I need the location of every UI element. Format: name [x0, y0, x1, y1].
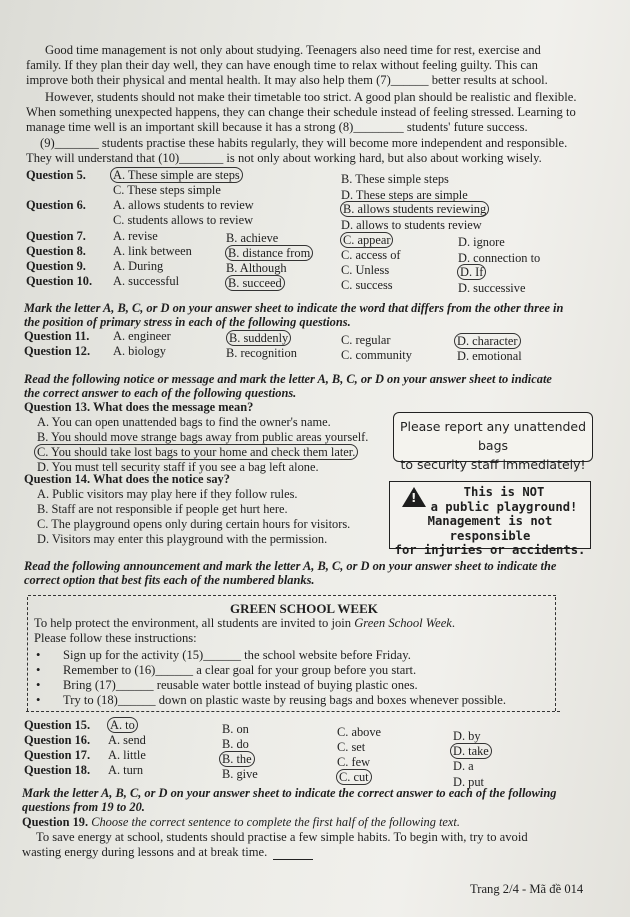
option-a[interactable]: A. During: [113, 259, 164, 273]
option-a[interactable]: A. These simple are steps: [110, 167, 243, 183]
instruction: Read the following notice or message and mark the letter A, B, C, or D on your answer sheet to indicate: [24, 372, 552, 386]
option-c[interactable]: C. access of: [341, 248, 401, 262]
option-d[interactable]: D. emotional: [457, 349, 522, 363]
question-label: Question 6.: [26, 198, 86, 212]
bullet: •: [36, 663, 41, 677]
announcement-follow: Please follow these instructions:: [34, 631, 197, 645]
option-b[interactable]: B. recognition: [226, 346, 297, 360]
option-c[interactable]: C. Unless: [341, 263, 390, 277]
option-d[interactable]: D. put: [453, 775, 484, 789]
option-b[interactable]: B. give: [222, 767, 258, 781]
question-stem: Question 13. What does the message mean?: [24, 400, 254, 414]
passage-line: (9)_______ students practise these habits regularly, they will become more independent and responsible.: [40, 136, 568, 150]
announcement-title: GREEN SCHOOL WEEK: [230, 601, 378, 616]
option-a[interactable]: A. engineer: [113, 329, 171, 343]
q19-text-line: wasting energy during lessons and at break time.: [22, 845, 268, 859]
option-b[interactable]: B. distance from: [225, 245, 313, 261]
instruction: Read the following announcement and mark the letter A, B, C, or D on your answer sheet to indicate the: [24, 559, 557, 573]
option-d[interactable]: D. by: [453, 729, 481, 743]
announcement-border-top: [28, 595, 556, 596]
option-b[interactable]: B. Although: [226, 261, 287, 275]
passage-line: Good time management is not only about studying. Teenagers also need time for rest, exercise and: [45, 43, 541, 57]
option-c[interactable]: C. success: [341, 278, 393, 292]
instruction: questions from 19 to 20.: [22, 800, 145, 814]
option-b[interactable]: B. Staff are not responsible if people get hurt here.: [37, 502, 288, 516]
question-label: Question 10.: [26, 274, 93, 288]
instruction: Mark the letter A, B, C, or D on your answer sheet to indicate the correct answer to each of the following: [22, 786, 557, 800]
announcement-item: Try to (18)______ down on plastic waste by reusing bags and boxes whenever possible.: [63, 693, 507, 707]
option-d[interactable]: D. character: [454, 333, 521, 349]
option-a[interactable]: A. turn: [108, 763, 144, 777]
announcement-item: Remember to (16)______ a clear goal for your group before you start.: [63, 663, 417, 677]
option-b[interactable]: B. succeed: [225, 275, 285, 291]
option-c[interactable]: C. regular: [341, 333, 391, 347]
option-d[interactable]: D. ignore: [458, 235, 505, 249]
option-d[interactable]: D. Visitors may enter this playground with the permission.: [37, 532, 328, 546]
option-a[interactable]: A. allows students to review: [113, 198, 254, 212]
option-b[interactable]: B. the: [219, 751, 255, 767]
option-a[interactable]: A. revise: [113, 229, 158, 243]
option-a[interactable]: A. little: [108, 748, 146, 762]
option-b[interactable]: B. These simple steps: [341, 172, 449, 186]
option-c[interactable]: C. above: [337, 725, 382, 739]
bullet: •: [36, 648, 41, 662]
announcement-border-bottom: [26, 711, 560, 712]
question-label: Question 16.: [24, 733, 91, 747]
option-d[interactable]: D. These steps are simple: [341, 188, 468, 202]
option-b[interactable]: B. suddenly: [226, 330, 291, 346]
option-d[interactable]: D. a: [453, 759, 474, 773]
question-label: Question 7.: [26, 229, 86, 243]
notice-line: Please report any unattended bags: [399, 419, 587, 453]
bullet: •: [36, 678, 41, 692]
option-d[interactable]: D. You must tell security staff if you see a bag left alone.: [37, 460, 319, 474]
option-b[interactable]: B. allows students reviewing: [340, 201, 489, 217]
question-stem: Question 14. What does the notice say?: [24, 472, 230, 486]
question-label: Question 12.: [24, 344, 91, 358]
option-d[interactable]: D. connection to: [458, 251, 541, 265]
option-c[interactable]: C. set: [337, 740, 366, 754]
warning-icon: !: [402, 487, 426, 507]
instruction: the position of primary stress in each of the following questions.: [24, 315, 351, 329]
q19-text-line: To save energy at school, students should practise a few simple habits. To begin with, try to avoid: [36, 830, 528, 844]
question-19: Question 19. Choose the correct sentence to complete the first half of the following text.: [22, 815, 460, 829]
option-d[interactable]: D. If: [457, 264, 486, 280]
announcement-item: Bring (17)______ reusable water bottle instead of buying plastic ones.: [63, 678, 418, 692]
passage-line: manage time well is an important skill because it has a strong (8)________ students' future success.: [26, 120, 528, 134]
notice-line: Management is not responsible: [427, 514, 553, 543]
option-c[interactable]: C. cut: [336, 769, 372, 785]
passage-line: improve both their physical and mental health. It may also help them (7)______ better results at school.: [26, 73, 548, 87]
option-d[interactable]: D. take: [450, 743, 492, 759]
option-c[interactable]: C. community: [341, 348, 412, 362]
page-footer: Trang 2/4 - Mã đề 014: [470, 882, 584, 896]
passage-line: However, students should not make their timetable too strict. A good plan should be realistic and flexible.: [45, 90, 577, 104]
option-d[interactable]: D. successive: [458, 281, 526, 295]
instruction: Mark the letter A, B, C, or D on your answer sheet to indicate the word that differs from the other three in: [24, 301, 564, 315]
question-label: Question 17.: [24, 748, 91, 762]
question-label: Question 8.: [26, 244, 86, 258]
answer-blank[interactable]: [273, 851, 313, 860]
option-c[interactable]: C. The playground opens only during certain hours for visitors.: [37, 517, 351, 531]
option-d[interactable]: D. allows to students review: [341, 218, 482, 232]
bullet: •: [36, 693, 41, 707]
option-a[interactable]: A. You can open unattended bags to find the owner's name.: [37, 415, 331, 429]
question-label: Question 15.: [24, 718, 91, 732]
option-a[interactable]: A. Public visitors may play here if they follow rules.: [37, 487, 298, 501]
option-b[interactable]: B. on: [222, 722, 249, 736]
announcement-border-left: [27, 597, 28, 711]
passage-line: family. If they plan their day well, they can have enough time to relax without feeling guilty. This can: [26, 58, 538, 72]
option-c[interactable]: C. You should take lost bags to your home and check them later.: [34, 444, 358, 460]
option-c[interactable]: C. few: [337, 755, 371, 769]
option-c[interactable]: C. appear: [340, 232, 393, 248]
option-a[interactable]: A. successful: [113, 274, 180, 288]
announcement-item: Sign up for the activity (15)______ the school website before Friday.: [63, 648, 411, 662]
option-a[interactable]: A. to: [107, 717, 138, 733]
notice-line: to security staff immediately!: [400, 457, 586, 472]
passage-line: They will understand that (10)_______ is not only about working hard, but also about working wisely.: [26, 151, 542, 165]
question-label: Question 18.: [24, 763, 91, 777]
unattended-bags-notice: [393, 412, 593, 472]
option-b[interactable]: B. do: [222, 737, 249, 751]
option-a[interactable]: A. biology: [113, 344, 167, 358]
announcement-intro: To help protect the environment, all students are invited to join Green School Week.: [34, 616, 456, 630]
announcement-border-right: [555, 597, 556, 711]
option-b[interactable]: B. You should move strange bags away from public areas yourself.: [37, 430, 369, 444]
option-c[interactable]: C. These steps simple: [113, 183, 221, 197]
notice-line: a public playground!: [430, 499, 578, 514]
option-c[interactable]: C. students allows to review: [113, 213, 254, 227]
option-a[interactable]: A. link between: [113, 244, 192, 258]
question-label: Question 5.: [26, 168, 86, 182]
option-a[interactable]: A. send: [108, 733, 146, 747]
notice-line: This is NOT: [463, 485, 545, 499]
notice-line: for injuries or accidents.: [394, 543, 586, 557]
question-label: Question 11.: [24, 329, 90, 343]
instruction: the correct answer to each of the following questions.: [24, 386, 297, 400]
instruction: correct option that best fits each of the numbered blanks.: [24, 573, 315, 587]
option-b[interactable]: B. achieve: [226, 231, 279, 245]
passage-line: When something unexpected happens, they can change their schedule instead of feeling stressed. Learning to: [26, 105, 576, 119]
question-label: Question 9.: [26, 259, 86, 273]
